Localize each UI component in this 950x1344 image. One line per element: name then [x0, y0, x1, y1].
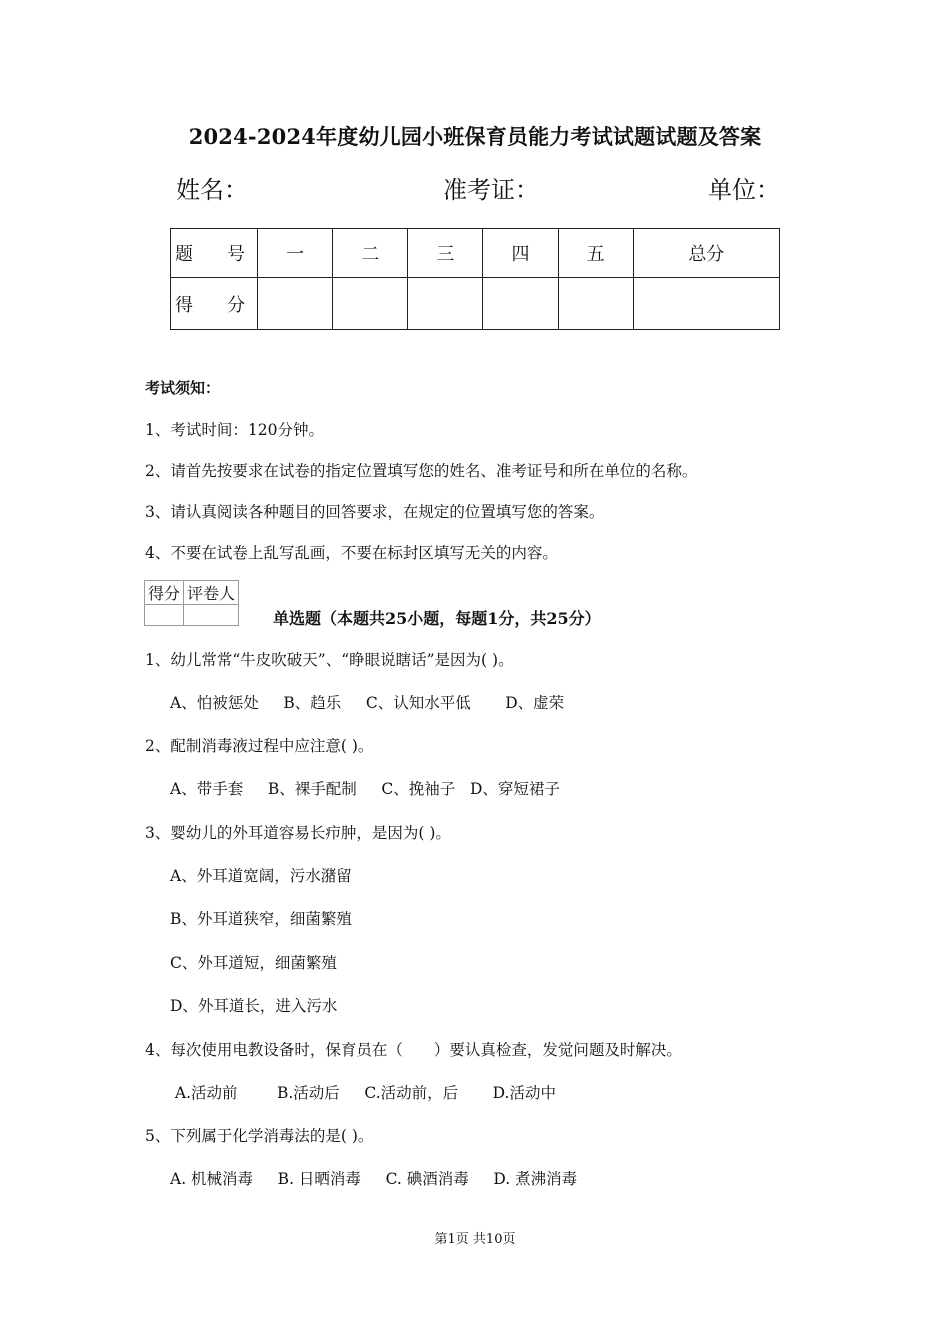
page-title: 2024-2024年度幼儿园小班保育员能力考试试题试题及答案 [188, 124, 762, 149]
question-5-options: A. 机械消毒 B. 日晒消毒 C. 碘酒消毒 D. 煮沸消毒 [170, 1170, 578, 1188]
score-cell-1[interactable] [258, 278, 333, 330]
score-table-score-row [171, 278, 780, 330]
question-1-options: A、怕被惩处 B、趋乐 C、认知水平低 D、虚荣 [170, 694, 565, 712]
question-3-option-b: B、外耳道狭窄，细菌繁殖 [170, 910, 352, 928]
score-table [170, 228, 780, 330]
score-cell-total[interactable] [633, 278, 779, 330]
note-item: 4、不要在试卷上乱写乱画，不要在标封区填写无关的内容。 [145, 544, 558, 562]
grader-reviewer-label: 评卷人 [184, 581, 239, 605]
exam-id-label: 准考证： [443, 176, 539, 204]
section-title: 单选题（本题共25小题，每题1分，共25分） [273, 609, 601, 628]
note-item: 1、考试时间：120分钟。 [145, 421, 324, 439]
question-1: 1、幼儿常常“牛皮吹破天”、“睁眼说瞎话”是因为( )。 [145, 651, 514, 669]
question-number-label: 题 号 [171, 229, 258, 278]
score-cell-2[interactable] [333, 278, 408, 330]
section-4-header: 四 [483, 229, 558, 278]
grader-score-cell[interactable] [145, 605, 184, 626]
section-3-header: 三 [408, 229, 483, 278]
notes-title: 考试须知： [145, 379, 221, 397]
grader-box [144, 580, 239, 626]
question-5: 5、下列属于化学消毒法的是( )。 [145, 1127, 374, 1145]
question-4: 4、每次使用电教设备时，保育员在（ ）要认真检查，发觉问题及时解决。 [145, 1041, 682, 1059]
unit-label: 单位： [708, 176, 780, 204]
question-4-options: A.活动前 B.活动后 C.活动前，后 D.活动中 [170, 1084, 556, 1102]
candidate-info-row [176, 170, 780, 202]
question-3-option-c: C、外耳道短，细菌繁殖 [170, 954, 337, 972]
question-3: 3、婴幼儿的外耳道容易长疖肿，是因为( )。 [145, 824, 451, 842]
page-footer: 第1页 共10页 [434, 1232, 516, 1247]
score-label: 得 分 [171, 278, 258, 330]
question-3-option-d: D、外耳道长，进入污水 [170, 997, 338, 1015]
note-item: 3、请认真阅读各种题目的回答要求，在规定的位置填写您的答案。 [145, 503, 605, 521]
question-2-options: A、带手套 B、裸手配制 C、挽袖子 D、穿短裙子 [170, 780, 560, 798]
name-label: 姓名： [176, 176, 248, 204]
total-header: 总分 [633, 229, 779, 278]
note-item: 2、请首先按要求在试卷的指定位置填写您的姓名、准考证号和所在单位的名称。 [145, 462, 698, 480]
score-cell-4[interactable] [483, 278, 558, 330]
score-cell-3[interactable] [408, 278, 483, 330]
grader-score-label: 得分 [145, 581, 184, 605]
question-2: 2、配制消毒液过程中应注意( )。 [145, 737, 374, 755]
grader-reviewer-cell[interactable] [184, 605, 239, 626]
question-3-option-a: A、外耳道宽阔，污水潴留 [170, 867, 352, 885]
score-cell-5[interactable] [558, 278, 633, 330]
score-table-header-row [171, 229, 780, 278]
section-2-header: 二 [333, 229, 408, 278]
section-5-header: 五 [558, 229, 633, 278]
section-1-header: 一 [258, 229, 333, 278]
